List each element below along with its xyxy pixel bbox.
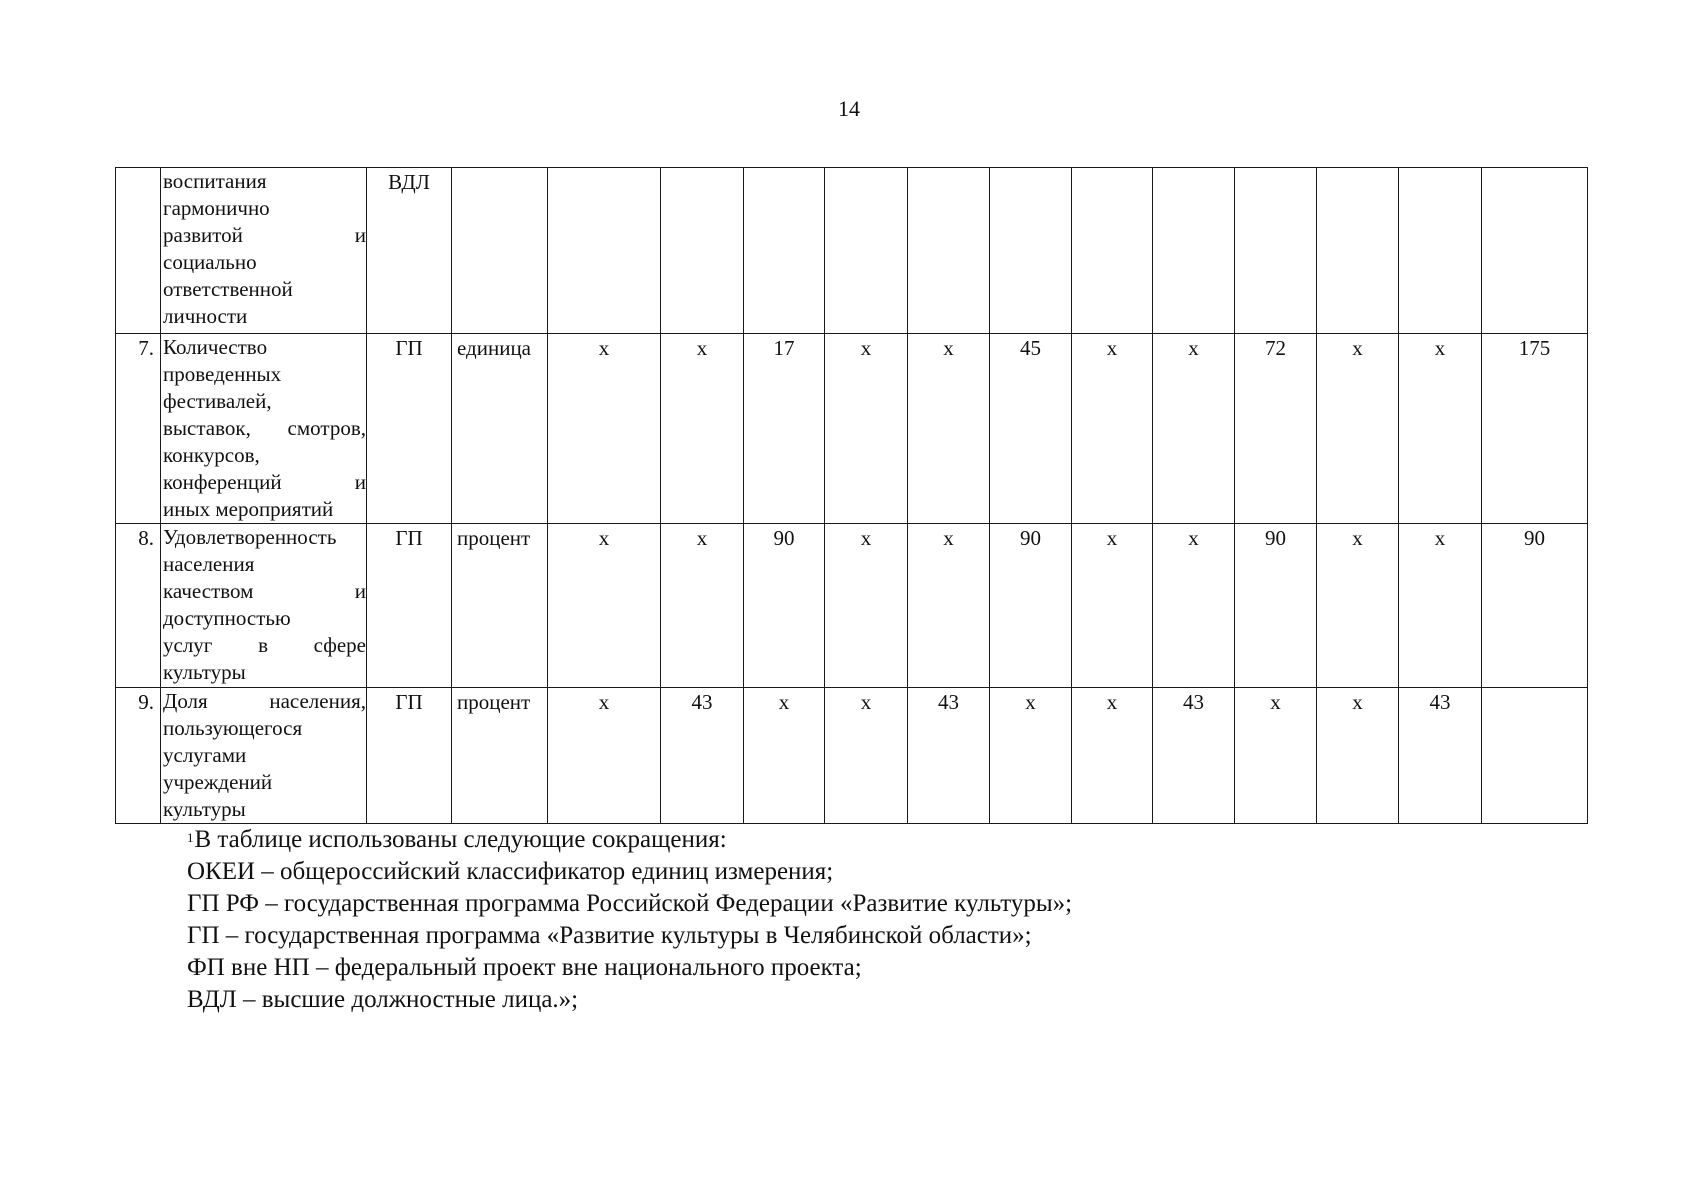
indicator-value [1317,168,1399,334]
indicator-level: ГП [367,524,452,688]
indicator-value [1399,168,1482,334]
indicator-name-line: социально [163,250,257,274]
footnotes [187,824,1072,1016]
row-number: 8. [116,524,161,688]
indicator-value: 17 [744,334,825,524]
indicator-value: 43 [661,688,744,824]
indicator-name-line: качеством и [163,579,366,603]
indicator-name [161,334,367,524]
indicator-name-line: населения [163,552,255,576]
indicator-level: ГП [367,334,452,524]
indicator-unit [452,168,548,334]
footnote-line: ВДЛ – высшие должностные лица.»; [187,986,579,1013]
indicator-value: х [744,688,825,824]
indicator-value: х [1072,688,1153,824]
indicator-value: х [1072,334,1153,524]
indicator-name-line: гармонично [163,196,270,220]
table-row [116,334,1588,524]
indicator-name-line: Доля населения, [163,689,366,713]
indicator-value [548,168,661,334]
indicator-name-line: личности [163,304,248,328]
indicator-value [990,168,1072,334]
indicator-value: 90 [990,524,1072,688]
indicator-value: х [908,334,990,524]
table-body [116,168,1588,824]
indicator-value: х [990,688,1072,824]
footnote-line: ГП РФ – государственная программа Российской Федерации «Развитие культуры»; [187,890,1073,917]
indicator-unit: процент [452,688,548,824]
indicator-value [1153,168,1235,334]
indicator-value: 45 [990,334,1072,524]
indicator-value: 43 [1399,688,1482,824]
indicator-value [1482,688,1588,824]
indicator-value [825,168,908,334]
indicator-value: х [1235,688,1317,824]
indicator-value: х [825,524,908,688]
indicator-value: х [661,334,744,524]
indicator-value [744,168,825,334]
indicator-name [161,688,367,824]
indicator-value: х [1317,688,1399,824]
indicator-name [161,168,367,334]
indicator-value [1072,168,1153,334]
indicator-value [1482,168,1588,334]
row-number [116,168,161,334]
indicator-name-line: культуры [163,660,246,684]
footnote-intro-text: В таблице использованы следующие сокращения: [194,826,727,853]
indicator-value: 43 [908,688,990,824]
indicator-name-line: пользующегося [163,716,303,740]
indicator-value: х [661,524,744,688]
indicator-value: х [1153,334,1235,524]
indicator-level: ВДЛ [367,168,452,334]
indicator-value [908,168,990,334]
table-row [116,524,1588,688]
table-row [116,168,1588,334]
indicator-name-line: Количество [163,335,268,359]
indicator-name-line: учреждений [163,770,273,794]
indicator-value [1235,168,1317,334]
indicator-value: х [548,524,661,688]
indicator-value: 90 [1235,524,1317,688]
indicator-value: 90 [1482,524,1588,688]
indicator-name-line: проведенных [163,362,282,386]
row-number: 9. [116,688,161,824]
indicator-name-line: услуг в сфере [163,633,366,657]
indicator-name-line: фестивалей, [163,389,272,413]
indicator-name-line: выставок, смотров, [163,416,366,440]
indicator-value: х [548,688,661,824]
footnote-line: ОКЕИ – общероссийский классификатор единиц измерения; [187,858,834,885]
indicator-name [161,524,367,688]
indicator-value: 43 [1153,688,1235,824]
indicator-value: х [1153,524,1235,688]
indicator-name-line: услугами [163,743,247,767]
footnote-line: ГП – государственная программа «Развитие культуры в Челябинской области»; [187,922,1032,949]
indicator-value: х [825,688,908,824]
indicator-name-line: конференций и [163,470,366,494]
indicator-value: х [1317,334,1399,524]
indicator-value: х [908,524,990,688]
indicator-name-line: воспитания [163,169,267,193]
footnote-line: ФП вне НП – федеральный проект вне национального проекта; [187,954,862,981]
indicator-name-line: иных мероприятий [163,497,334,521]
indicator-value [661,168,744,334]
indicator-name-line: Удовлетворенность [163,525,337,549]
indicator-value: 90 [744,524,825,688]
indicator-name-line: развитой и [163,223,366,247]
indicators-table [115,167,1588,824]
indicator-name-line: культуры [163,797,246,821]
indicator-value: х [1399,524,1482,688]
indicator-value: х [548,334,661,524]
page-number: 14 [838,96,860,121]
indicator-name-line: ответственной [163,277,293,301]
indicator-value: х [1317,524,1399,688]
indicator-value: х [1072,524,1153,688]
indicator-value: х [825,334,908,524]
indicator-name-line: конкурсов, [163,443,260,467]
indicator-name-line: доступностью [163,606,291,630]
indicator-value: 72 [1235,334,1317,524]
row-number: 7. [116,334,161,524]
indicator-level: ГП [367,688,452,824]
indicator-unit: процент [452,524,548,688]
footnote-marker: 1 [187,830,194,845]
indicator-value: х [1399,334,1482,524]
indicator-value: 175 [1482,334,1588,524]
indicator-unit: единица [452,334,548,524]
footnote-intro [187,824,1072,856]
table-row [116,688,1588,824]
